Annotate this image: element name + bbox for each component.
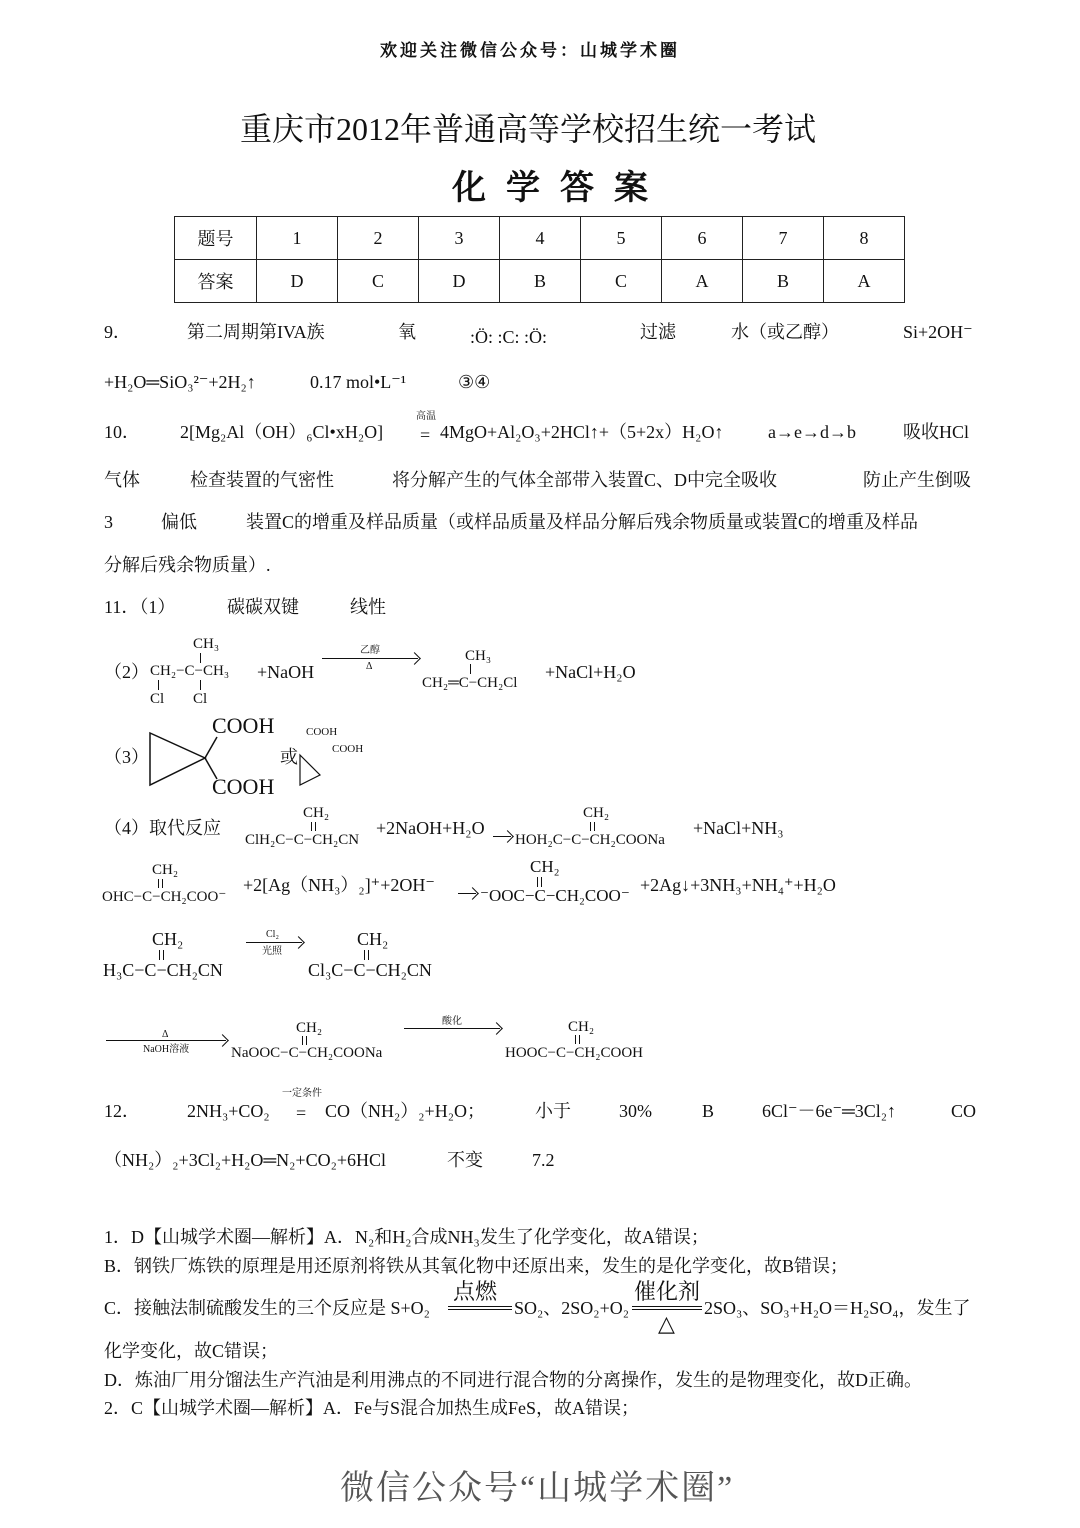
document-title: 重庆市2012年普通高等学校招生统一考试	[240, 111, 817, 147]
formula-text: OHC−C−CH₂COO⁻	[102, 889, 227, 905]
formula-text: +NaOH	[257, 662, 315, 682]
q12-answer: B	[702, 1101, 715, 1121]
q12-answer: 6Cl⁻－6e⁻═3Cl₂↑	[762, 1101, 897, 1121]
watermark: 微信公众号“山城学术圈”	[340, 1470, 735, 1507]
reaction-arrow	[246, 942, 302, 943]
reaction-condition: 乙醇	[360, 645, 380, 656]
q10-condition: 高温	[416, 411, 436, 422]
formula-text: ⁻OOC−C−CH₂COO⁻	[480, 886, 630, 905]
table-cell: D	[257, 260, 338, 303]
reaction-condition: Δ	[366, 661, 373, 672]
equals-sign: =	[296, 1103, 307, 1123]
q10-answer: 防止产生倒吸	[863, 470, 971, 490]
q10-answer: 气体	[104, 470, 140, 490]
formula-text: CH₂	[357, 929, 389, 949]
reaction-condition: NaOH溶液	[143, 1044, 190, 1055]
table-cell: 5	[581, 217, 662, 260]
q9-equation: +H₂O═SiO₃²⁻+2H₂↑	[104, 372, 256, 392]
formula-text: CH₂	[152, 862, 179, 878]
q11-answer: 线性	[350, 597, 386, 617]
answer-table	[174, 216, 905, 303]
q10-equation: 4MgO+Al₂O₃+2HCl↑+（5+2x）H₂O↑	[440, 422, 724, 442]
formula-text: Cl	[193, 691, 208, 707]
table-cell: 2	[338, 217, 419, 260]
q9-answer: 水（或乙醇）	[731, 322, 839, 342]
equals-sign	[632, 1306, 702, 1310]
explanation-line: D．炼油厂用分馏法生产汽油是利用沸点的不同进行混合物的分离操作，发生的是物理变化，故D正确。	[104, 1370, 922, 1390]
formula-text: CH₂	[303, 805, 330, 821]
q11-part-3: （3）	[104, 747, 149, 767]
q10-answer: 分解后残余物质量）.	[104, 555, 271, 575]
document-subtitle: 化学答案	[452, 170, 668, 207]
q10-answer: 3	[104, 512, 113, 532]
q12-equation: 2NH₃+CO₂	[187, 1101, 270, 1121]
formula-text: CH₃	[193, 636, 220, 652]
q9-electron-formula: :Ö: :C: :Ö:	[470, 327, 548, 347]
formula-text: CH₂	[296, 1020, 323, 1036]
q12-answer: 不变	[447, 1150, 483, 1170]
reaction-arrow	[493, 836, 511, 837]
reaction-condition: 催化剂	[634, 1279, 701, 1304]
formula-text: +2NaOH+H₂O	[376, 818, 485, 838]
explanation-line: B．钢铁厂炼铁的原理是用还原剂将铁从其氧化物中还原出来，发生的是化学变化，故B错误；	[104, 1256, 849, 1276]
q12-answer: 7.2	[532, 1150, 555, 1170]
q10-answer: 偏低	[161, 512, 197, 532]
reaction-condition: Cl₂	[266, 929, 279, 940]
q10-answer: 吸收HCl	[903, 422, 970, 442]
reaction-condition: △	[658, 1311, 675, 1336]
formula-text: HOH₂C−C−CH₂COONa	[515, 832, 665, 848]
equals-sign	[448, 1306, 512, 1310]
reaction-condition: 酸化	[442, 1016, 462, 1027]
q10-equation: 2[Mg₂Al（OH）₆Cl•xH₂O]	[180, 422, 384, 442]
formula-text: COOH	[306, 726, 338, 738]
table-cell: A	[662, 260, 743, 303]
table-cell: 题号	[175, 217, 257, 260]
bond-line	[158, 680, 159, 690]
formula-text: COOH	[212, 713, 275, 738]
formula-text: CH₂═C−CH₂Cl	[422, 675, 518, 691]
q11-answer: 碳碳双键	[227, 597, 299, 617]
double-bond	[158, 879, 163, 888]
explanation-line: 化学变化，故C错误；	[104, 1341, 279, 1361]
formula-text: +2[Ag（NH₃）₂]⁺+2OH⁻	[243, 875, 435, 895]
table-cell: C	[338, 260, 419, 303]
formula-text: ClH₂C−C−CH₂CN	[245, 832, 360, 848]
table-cell: B	[500, 260, 581, 303]
double-bond	[575, 1035, 580, 1044]
formula-text: Cl₃C−C−CH₂CN	[308, 960, 432, 980]
q10-answer: 将分解产生的气体全部带入装置C、D中完全吸收	[392, 470, 778, 490]
explanation-line: C．接触法制硫酸发生的三个反应是 S+O₂	[104, 1298, 430, 1318]
formula-text: NaOOC−C−CH₂COONa	[231, 1045, 383, 1061]
explanation-line: SO₂、2SO₂+O₂	[514, 1298, 629, 1318]
table-cell: 8	[824, 217, 905, 260]
q9-equation: Si+2OH⁻	[903, 322, 973, 342]
reaction-condition: 一定条件	[282, 1088, 322, 1099]
q9-answer: 过滤	[640, 322, 676, 342]
explanation-line: 2．C【山城学术圈—解析】A．Fe与S混合加热生成FeS，故A错误；	[104, 1398, 640, 1418]
formula-text: CH₃	[465, 648, 492, 664]
bond-line	[200, 653, 201, 663]
double-bond	[302, 1036, 307, 1045]
cyclopropane-structure-alt	[208, 730, 328, 790]
formula-text: COOH	[212, 774, 275, 799]
table-cell: C	[581, 260, 662, 303]
table-cell: 7	[743, 217, 824, 260]
q12-answer: （NH₂）₂+3Cl₂+H₂O═N₂+CO₂+6HCl	[104, 1150, 387, 1170]
q12-answer: 30%	[619, 1101, 652, 1121]
q10-answer: 装置C的增重及样品质量（或样品质量及样品分解后残余物质量或装置C的增重及样品	[246, 512, 919, 532]
table-cell: A	[824, 260, 905, 303]
reaction-arrow	[322, 658, 418, 659]
bond-line	[470, 664, 471, 674]
double-bond	[159, 950, 164, 960]
q10-answer: 检查装置的气密性	[190, 470, 334, 490]
q10-answer: a→e→d→b	[768, 422, 856, 442]
table-row	[175, 217, 905, 260]
q11-part-4: （4）取代反应	[104, 818, 221, 838]
explanation-line: 1．D【山城学术圈—解析】A．N₂和H₂合成NH₃发生了化学变化，故A错误；	[104, 1227, 709, 1247]
table-cell: B	[743, 260, 824, 303]
q9-answer: 第二周期第IVA族	[187, 322, 325, 342]
formula-text: H₃C−C−CH₂CN	[103, 960, 223, 980]
formula-text: 或	[280, 747, 298, 767]
reaction-condition: Δ	[162, 1029, 169, 1040]
formula-text: CH₂	[568, 1019, 595, 1035]
explanation-line: 2SO₃、SO₃+H₂O＝H₂SO₄，发生了	[704, 1298, 971, 1318]
formula-text: CH₂	[530, 857, 560, 876]
reaction-arrow	[106, 1040, 226, 1041]
table-cell: 1	[257, 217, 338, 260]
formula-text: +NaCl+NH₃	[693, 818, 784, 838]
q11-part-1: 11．（1）	[104, 597, 176, 617]
q12-number: 12．	[104, 1101, 140, 1121]
formula-text: CH₂	[152, 929, 184, 949]
table-cell: 答案	[175, 260, 257, 303]
page-header: 欢迎关注微信公众号：山城学术圈	[380, 41, 680, 60]
reaction-arrow	[458, 893, 476, 894]
bond-line	[200, 680, 201, 690]
formula-text: CH₂−C−CH₃	[150, 663, 230, 679]
equals-sign: =	[420, 425, 431, 445]
q9-answer: 氧	[398, 322, 416, 342]
q9-answer: 0.17 mol•L⁻¹	[310, 372, 407, 392]
table-cell: 6	[662, 217, 743, 260]
double-bond	[590, 822, 595, 831]
reaction-condition: 点燃	[453, 1279, 498, 1304]
q12-equation: CO（NH₂）₂+H₂O；	[325, 1101, 485, 1121]
formula-text: COOH	[332, 743, 364, 755]
formula-text: Cl	[150, 691, 165, 707]
formula-text: CH₂	[583, 805, 610, 821]
reaction-arrow	[404, 1028, 500, 1029]
table-cell: 4	[500, 217, 581, 260]
double-bond	[311, 822, 316, 831]
formula-text: +2Ag↓+3NH₃+NH₄⁺+H₂O	[640, 875, 836, 895]
q10-number: 10．	[104, 422, 140, 442]
table-cell: 3	[419, 217, 500, 260]
formula-text: HOOC−C−CH₂COOH	[505, 1045, 643, 1061]
q9-number: 9．	[104, 322, 131, 342]
q9-answer: ③④	[458, 372, 491, 392]
table-cell: D	[419, 260, 500, 303]
formula-text: +NaCl+H₂O	[545, 662, 636, 682]
reaction-condition: 光照	[262, 946, 282, 957]
q12-answer: CO	[951, 1101, 977, 1121]
q12-answer: 小于	[535, 1101, 571, 1121]
q11-part-2: （2）	[104, 662, 149, 682]
table-row	[175, 260, 905, 303]
double-bond	[364, 950, 369, 960]
